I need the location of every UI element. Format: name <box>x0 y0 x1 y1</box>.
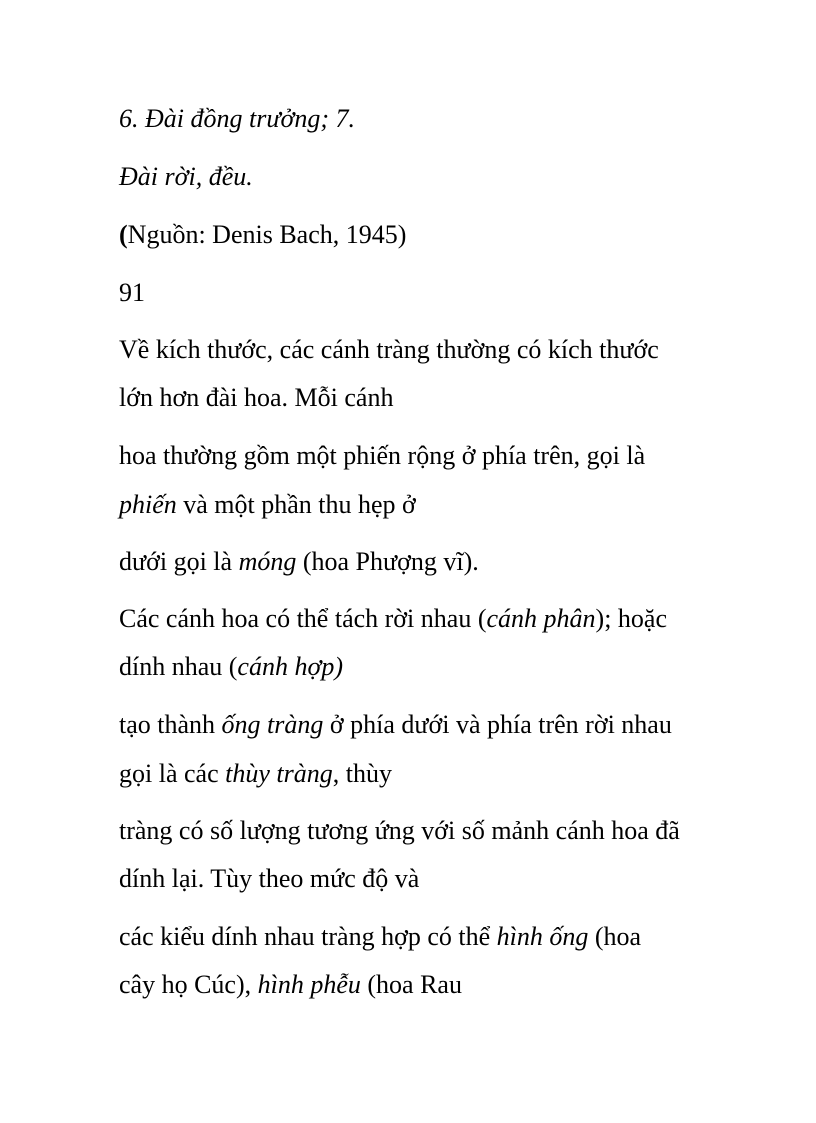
body-text: tạo thành <box>119 710 222 739</box>
term-text: hình ống <box>496 922 589 951</box>
term-text: phiến <box>119 490 177 519</box>
source-text: Nguồn: Denis Bach, 1945) <box>127 220 407 249</box>
paragraph-line <box>119 382 393 414</box>
body-text: cây họ Cúc), <box>119 970 258 999</box>
paragraph-line <box>119 546 479 578</box>
caption-text: 6. Đài đồng trưởng; 7. <box>119 104 356 133</box>
body-text: Các cánh hoa có thể tách rời nhau ( <box>119 604 487 633</box>
paragraph-line <box>119 863 419 895</box>
term-text: hình phễu <box>257 970 361 999</box>
page-number <box>119 277 145 309</box>
body-text: và một phần thu hẹp ở <box>176 490 416 519</box>
body-text: các kiểu dính nhau tràng hợp có thể <box>119 922 497 951</box>
body-text: , thùy <box>332 759 392 788</box>
term-text: thùy tràng <box>225 759 333 788</box>
caption-text: Đài rời, đều. <box>119 162 253 191</box>
term-text: ống tràng <box>221 710 324 739</box>
paragraph-line <box>119 921 641 953</box>
body-text: hoa thường gồm một phiến rộng ở phía trên, gọi là <box>119 441 646 470</box>
term-text: cánh phân <box>486 604 596 633</box>
figure-caption-line-1 <box>119 103 355 135</box>
paragraph-line <box>119 815 680 847</box>
body-text: dưới gọi là <box>119 547 239 576</box>
figure-source <box>119 219 406 251</box>
body-text: (hoa Phượng vĩ). <box>296 547 479 576</box>
body-text: tràng có số lượng tương ứng với số mảnh cánh hoa đã <box>119 816 680 845</box>
page-number-text: 91 <box>119 278 145 307</box>
body-text: dính lại. Tùy theo mức độ và <box>119 864 420 893</box>
paragraph-line <box>119 709 672 741</box>
figure-caption-line-2 <box>119 161 253 193</box>
paragraph-line <box>119 758 392 790</box>
body-text: ở phía dưới và phía trên rời nhau <box>323 710 672 739</box>
paragraph-line <box>119 334 659 366</box>
body-text: Về kích thước, các cánh tràng thường có kích thước <box>119 335 659 364</box>
paragraph-line <box>119 651 343 683</box>
body-text: (hoa <box>588 922 642 951</box>
body-text: gọi là các <box>119 759 226 788</box>
body-text: (hoa Rau <box>360 970 462 999</box>
body-text: dính nhau ( <box>119 652 238 681</box>
body-text: lớn hơn đài hoa. Mỗi cánh <box>119 383 394 412</box>
term-text: móng <box>238 547 297 576</box>
paragraph-line <box>119 489 416 521</box>
term-text: cánh hợp) <box>237 652 343 681</box>
paragraph-line <box>119 969 462 1001</box>
paragraph-line <box>119 440 645 472</box>
paragraph-line <box>119 603 667 635</box>
source-paren: ( <box>119 220 128 249</box>
body-text: ); hoặc <box>595 604 667 633</box>
